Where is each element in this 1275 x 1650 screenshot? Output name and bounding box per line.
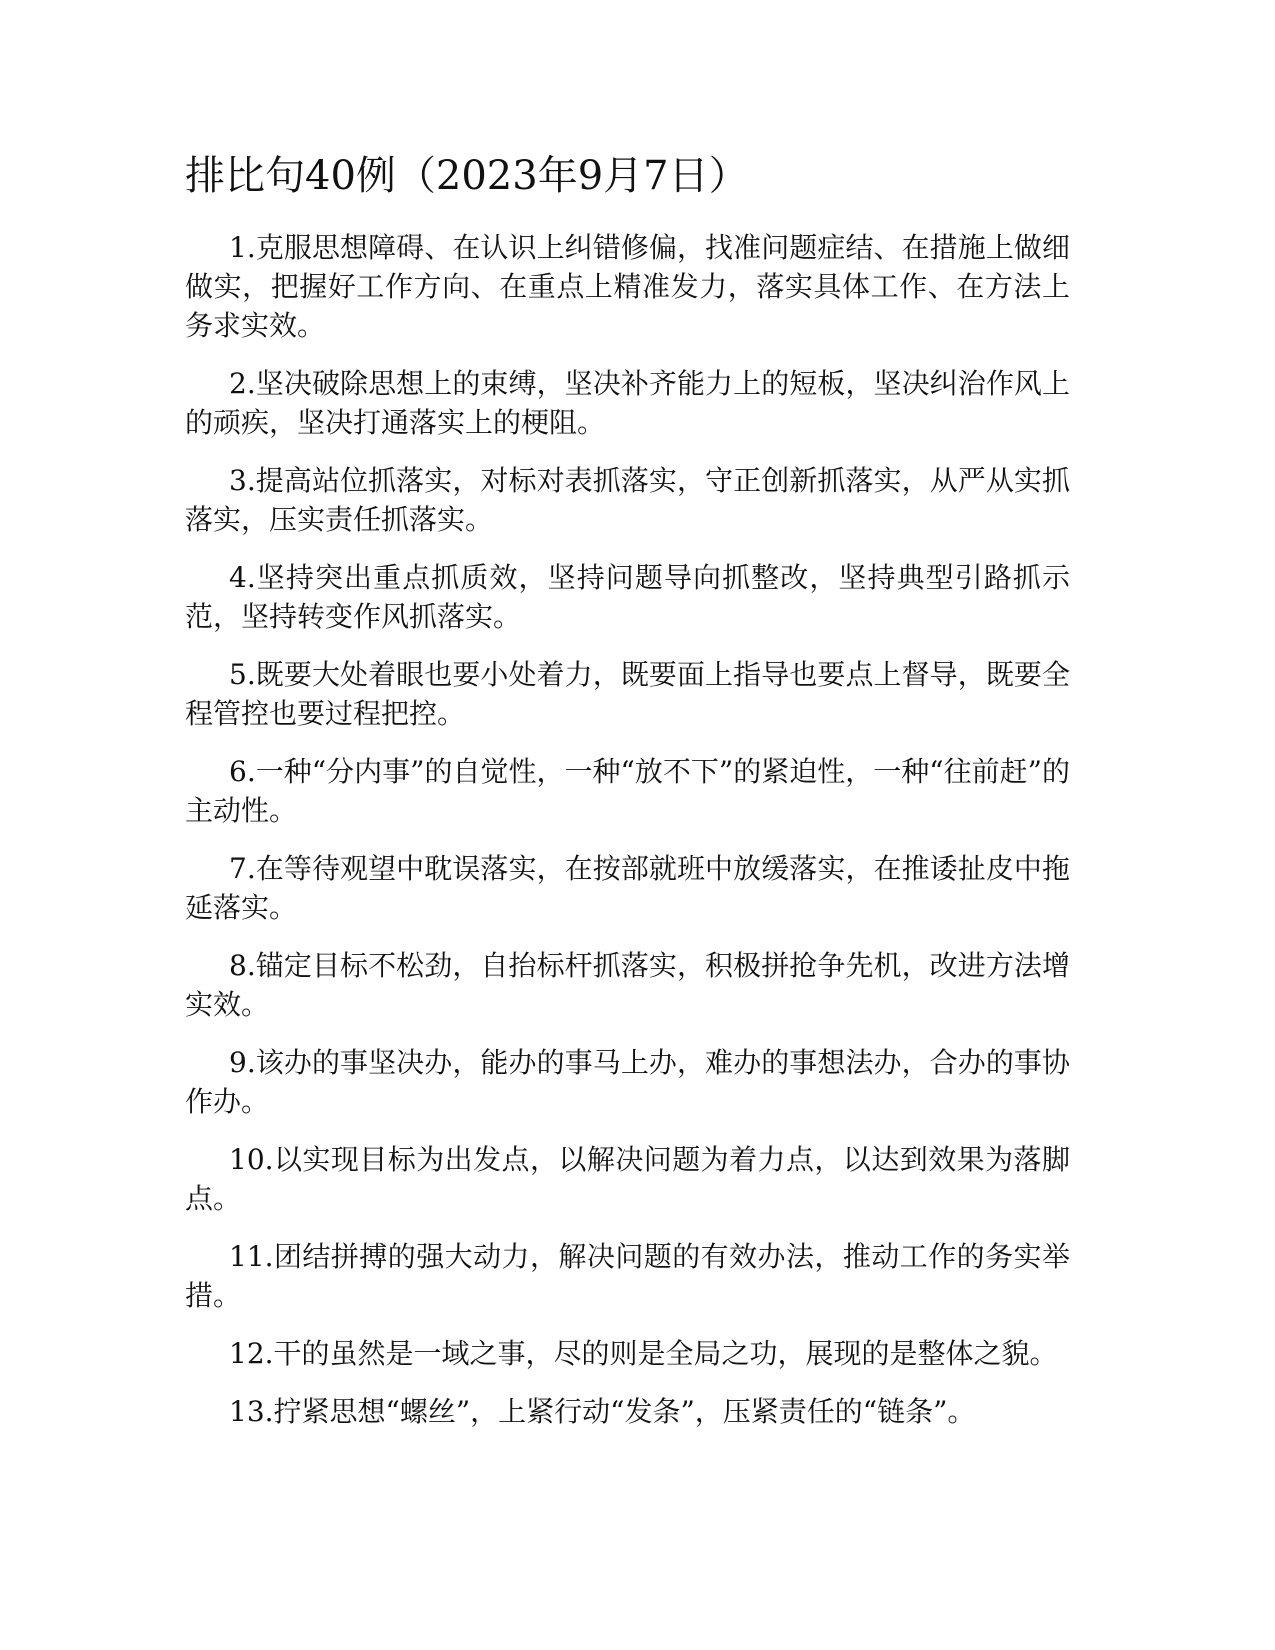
- paragraph-12: 12.干的虽然是一域之事，尽的则是全局之功，展现的是整体之貌。: [229, 1337, 1058, 1370]
- paragraph-11: 11.团结拼搏的强大动力，解决问题的有效办法，推动工作的务实举措。: [185, 1240, 1070, 1312]
- paragraph-1: 1.克服思想障碍、在认识上纠错修偏，找准问题症结、在措施上做细做实，把握好工作方向、在重点上精准发力，落实具体工作、在方法上务求实效。: [185, 231, 1070, 342]
- paragraph-7: 7.在等待观望中耽误落实，在按部就班中放缓落实，在推诿扯皮中拖延落实。: [185, 852, 1070, 924]
- paragraph-8: 8.锚定目标不松劲，自抬标杆抓落实，积极拼抢争先机，改进方法增实效。: [185, 949, 1070, 1021]
- paragraph-9: 9.该办的事坚决办，能办的事马上办，难办的事想法办，合办的事协作办。: [185, 1046, 1070, 1118]
- paragraph-4: 4.坚持突出重点抓质效，坚持问题导向抓整改，坚持典型引路抓示范，坚持转变作风抓落实。: [185, 561, 1070, 633]
- page-title: 排比句40例（2023年9月7日）: [185, 153, 749, 199]
- paragraph-2: 2.坚决破除思想上的束缚，坚决补齐能力上的短板，坚决纠治作风上的顽疾，坚决打通落实上的梗阻。: [185, 367, 1070, 439]
- paragraph-3: 3.提高站位抓落实，对标对表抓落实，守正创新抓落实，从严从实抓落实，压实责任抓落实。: [185, 464, 1070, 536]
- paragraph-5: 5.既要大处着眼也要小处着力，既要面上指导也要点上督导，既要全程管控也要过程把控。: [185, 658, 1070, 730]
- document-body: [185, 228, 1070, 1450]
- paragraph-13: 13.拧紧思想“螺丝”，上紧行动“发条”，压紧责任的“链条”。: [229, 1395, 976, 1428]
- paragraph-10: 10.以实现目标为出发点，以解决问题为着力点，以达到效果为落脚点。: [185, 1143, 1070, 1215]
- paragraph-6: 6.一种“分内事”的自觉性，一种“放不下”的紧迫性，一种“往前赶”的主动性。: [185, 755, 1070, 827]
